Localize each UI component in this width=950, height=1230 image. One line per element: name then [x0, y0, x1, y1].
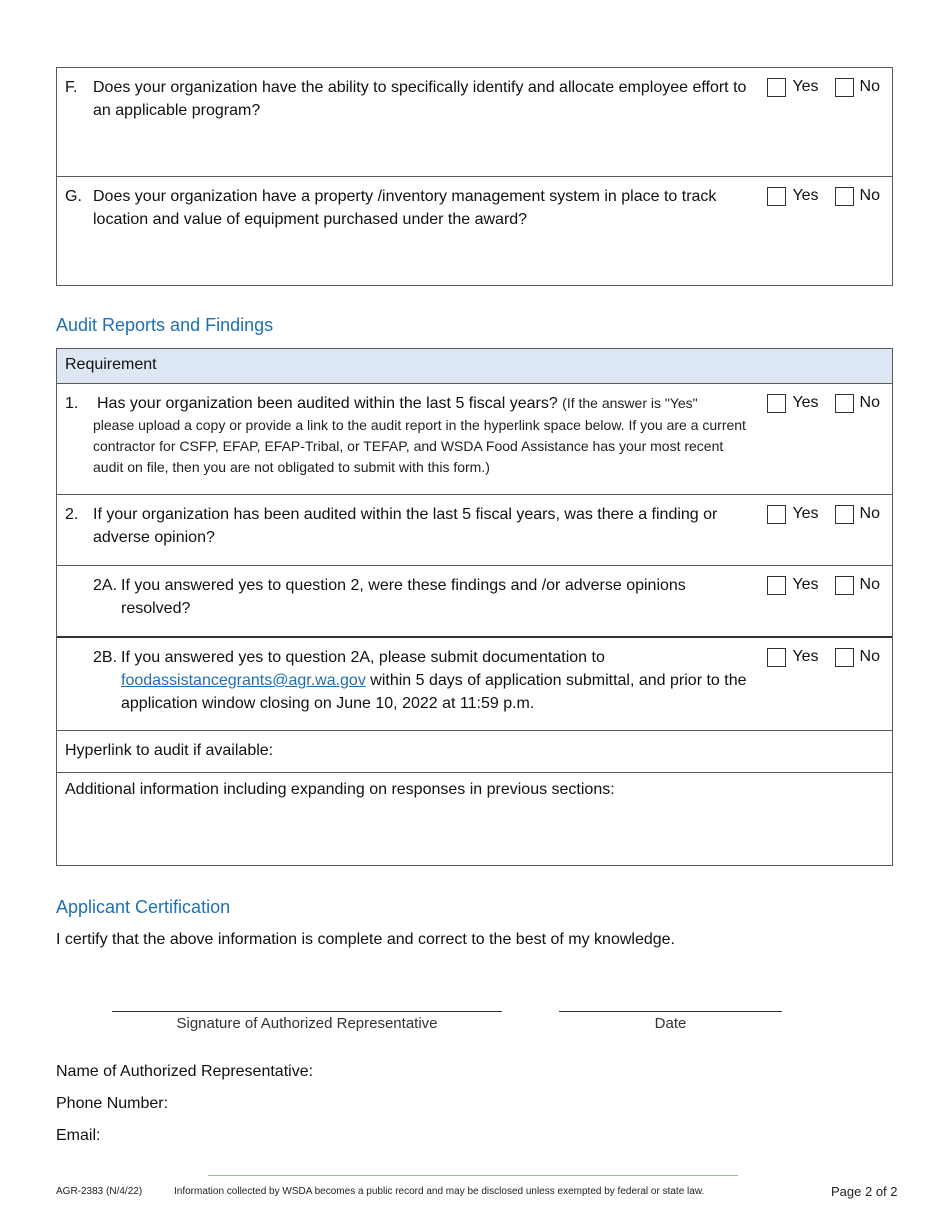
yes-no-group: [767, 503, 880, 525]
no-label: No: [859, 78, 880, 95]
no-label: No: [859, 648, 880, 665]
certification-heading: Applicant Certification: [56, 897, 231, 917]
audit-row-1: [57, 383, 892, 494]
question-label: 2B.: [93, 649, 118, 666]
no-checkbox[interactable]: [835, 187, 854, 206]
no-checkbox[interactable]: [835, 576, 854, 595]
hyperlink-row[interactable]: [57, 730, 892, 772]
phone-label: Phone Number:: [56, 1095, 169, 1112]
date-line[interactable]: [559, 1011, 782, 1012]
yes-label: Yes: [792, 78, 819, 95]
name-label: Name of Authorized Representative:: [56, 1063, 314, 1080]
yes-no-group: [767, 185, 880, 207]
additional-info-row[interactable]: [57, 772, 892, 865]
question-text: [93, 392, 747, 478]
yes-checkbox[interactable]: [767, 505, 786, 524]
date-label: Date: [654, 1015, 687, 1032]
audit-row-2: [57, 494, 892, 565]
audit-question-1: [65, 392, 747, 478]
no-label: No: [859, 187, 880, 204]
yes-label: Yes: [792, 394, 819, 411]
question-main-text: Has your organization been audited within the last 5 fiscal years?: [97, 395, 558, 412]
yes-label: Yes: [792, 576, 819, 593]
question-label: F.: [65, 79, 78, 96]
no-checkbox[interactable]: [835, 505, 854, 524]
audit-row-2b: [57, 636, 892, 730]
requirement-header-label: Requirement: [65, 356, 157, 373]
yes-no-group: [767, 646, 880, 668]
footer-disclaimer: Information collected by WSDA becomes a public record and may be disclosed unless exempted by federal or state law.: [174, 1186, 705, 1197]
yes-checkbox[interactable]: [767, 78, 786, 97]
no-label: No: [859, 576, 880, 593]
signature-label: Signature of Authorized Representative: [176, 1015, 438, 1032]
submission-email-link[interactable]: foodassistancegrants@agr.wa.gov: [121, 672, 366, 689]
yes-checkbox[interactable]: [767, 187, 786, 206]
page-number: Page 2 of 2: [831, 1184, 898, 1199]
question-label: 1.: [65, 395, 79, 412]
question-note: please upload a copy or provide a link to the audit report in the hyperlink space below. If you are a current contractor for CSFP, EFAP, EFAP-Tribal, or TEFAP, and WSDA Food Assistance has your most recent audit on file, then you are not obligated to submit with this form.): [93, 417, 746, 475]
question-g: [65, 185, 747, 231]
additional-info-label: Additional information including expanding on responses in previous sections:: [65, 781, 615, 798]
question-text-before: If you answered yes to question 2A, please submit documentation to: [121, 649, 605, 666]
audit-question-2b: [65, 646, 747, 715]
question-text: If your organization has been audited within the last 5 fiscal years, was there a finding or adverse opinion?: [93, 506, 718, 546]
no-label: No: [859, 394, 880, 411]
question-label: 2A.: [93, 577, 118, 594]
question-label: G.: [65, 188, 82, 205]
question-row-f: [57, 68, 892, 176]
audit-section-heading: Audit Reports and Findings: [56, 315, 274, 335]
yes-label: Yes: [792, 648, 819, 665]
question-text: Does your organization have a property /inventory management system in place to track location and value of equipment purchased under the award?: [93, 188, 717, 228]
certification-statement: I certify that the above information is complete and correct to the best of my knowledge.: [56, 931, 675, 948]
question-text: If you answered yes to question 2, were these findings and /or adverse opinions resolved?: [121, 577, 686, 617]
yes-label: Yes: [792, 187, 819, 204]
question-label: 2.: [65, 506, 79, 523]
question-row-g: [57, 176, 892, 285]
yes-label: Yes: [792, 505, 819, 522]
yes-checkbox[interactable]: [767, 648, 786, 667]
no-label: No: [859, 505, 880, 522]
question-text: [121, 646, 747, 715]
question-f: [65, 76, 747, 122]
requirement-header: [57, 349, 892, 383]
question-text: Does your organization have the ability to specifically identify and allocate employee effort to an applicable program?: [93, 79, 747, 119]
footer-divider: [208, 1175, 738, 1176]
audit-table: [56, 348, 893, 866]
audit-question-2: [65, 503, 747, 549]
email-label: Email:: [56, 1127, 101, 1144]
no-checkbox[interactable]: [835, 394, 854, 413]
yes-checkbox[interactable]: [767, 576, 786, 595]
audit-row-2a: [57, 565, 892, 636]
audit-question-2a: [65, 574, 747, 620]
no-checkbox[interactable]: [835, 648, 854, 667]
yes-checkbox[interactable]: [767, 394, 786, 413]
signature-line[interactable]: [112, 1011, 502, 1012]
yes-no-group: [767, 76, 880, 98]
yes-no-group: [767, 574, 880, 596]
no-checkbox[interactable]: [835, 78, 854, 97]
hyperlink-label: Hyperlink to audit if available:: [65, 742, 274, 759]
question-text-after: within 5 days of application submittal, and prior to the application window closing on June 10, 2022 at 11:59 p.m.: [121, 672, 747, 712]
questions-table-top: [56, 67, 893, 286]
form-id: AGR-2383 (N/4/22): [56, 1186, 143, 1197]
question-note-first: (If the answer is "Yes": [562, 395, 698, 411]
yes-no-group: [767, 392, 880, 414]
